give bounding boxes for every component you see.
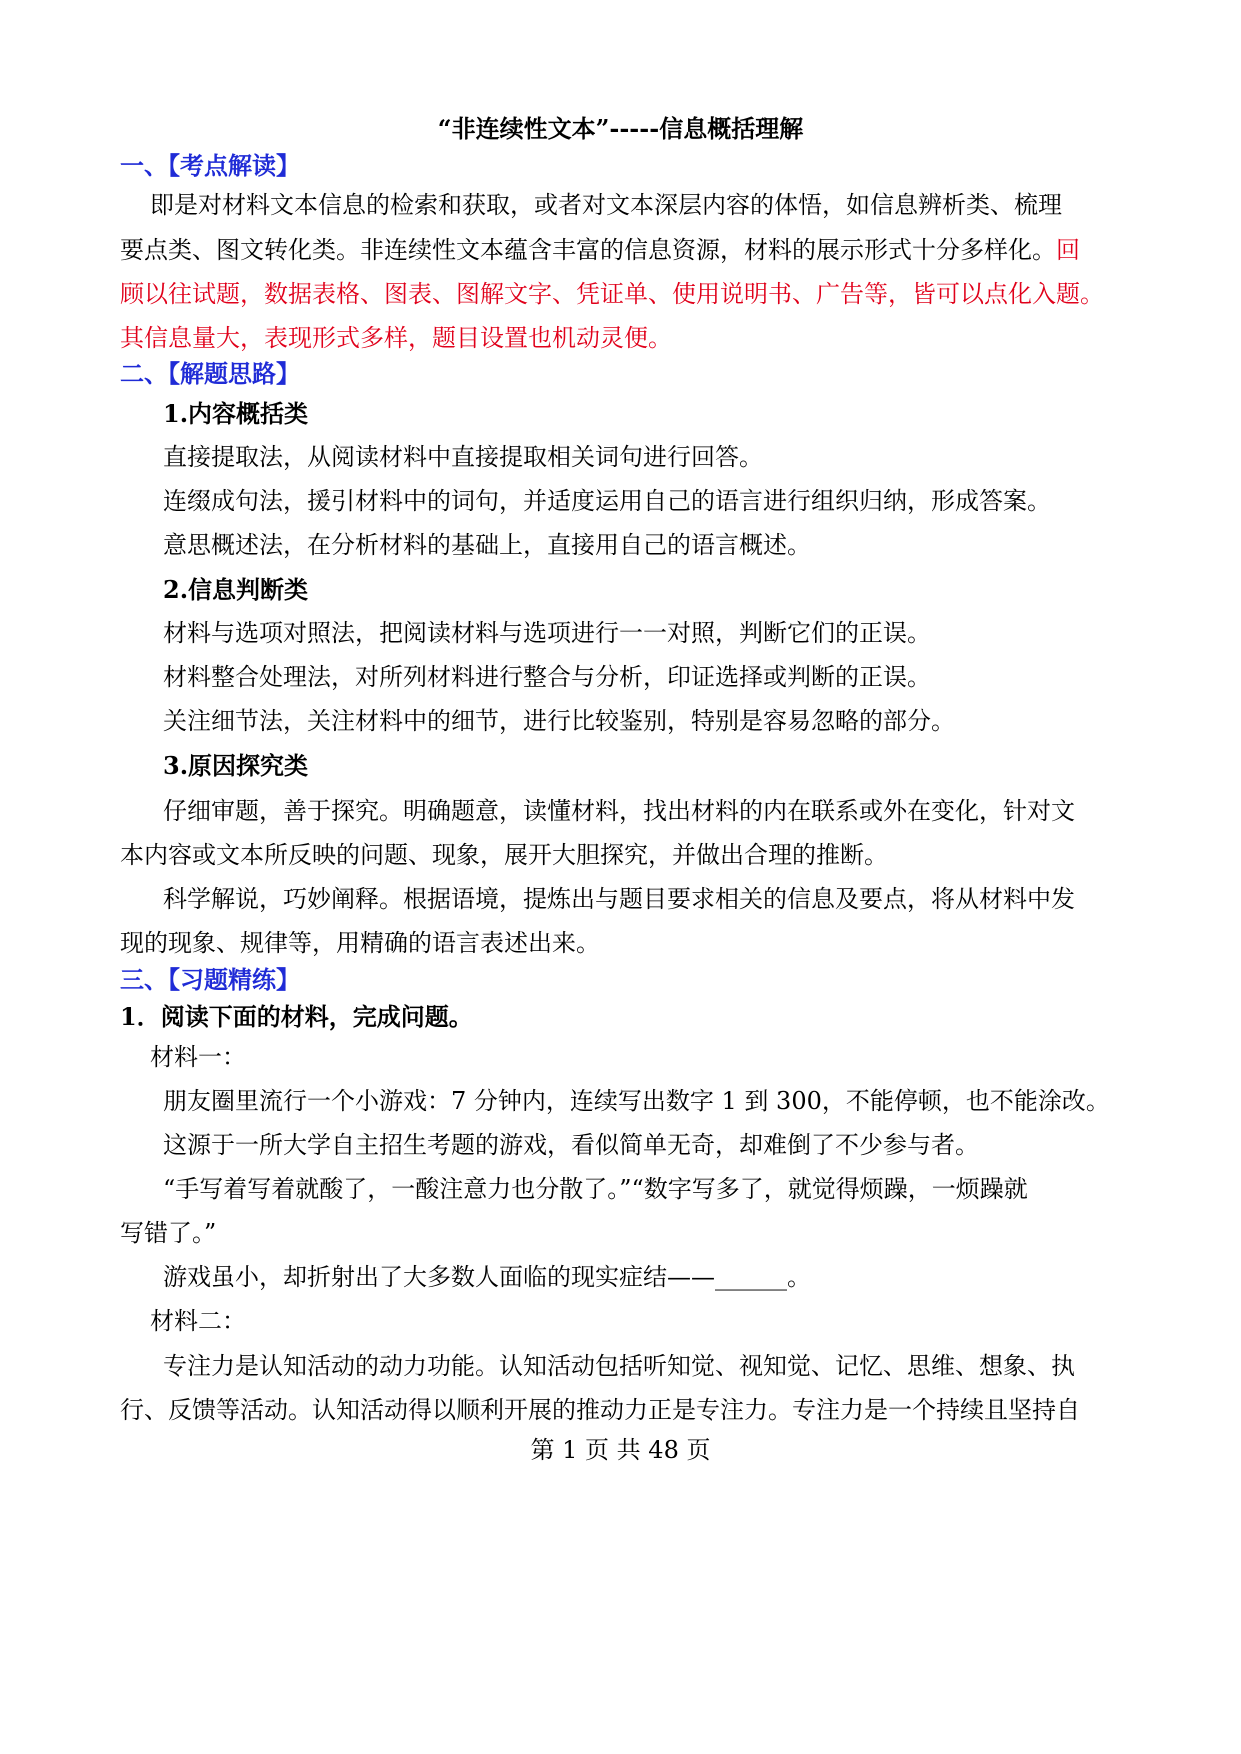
paragraph-line: 仔细审题，善于探究。明确题意，读懂材料，找出材料的内在联系或外在变化，针对文	[163, 797, 1075, 825]
highlight-line: 顾以往试题，数据表格、图表、图解文字、凭证单、使用说明书、广告等，皆可以点化入题。	[120, 280, 1104, 308]
paragraph-line: 朋友圈里流行一个小游戏：7 分钟内，连续写出数字 1 到 300，不能停顿，也不能涂改。	[163, 1087, 1110, 1115]
page-footer: 第 1 页 共 48 页	[530, 1436, 711, 1464]
subheading-cause-inquiry: 3.原因探究类	[163, 751, 309, 780]
highlight-line: 其信息量大，表现形式多样，题目设置也机动灵便。	[120, 324, 672, 352]
paragraph-line: 专注力是认知活动的动力功能。认知活动包括听知觉、视知觉、记忆、思维、想象、执	[163, 1352, 1075, 1380]
material-label: 材料一：	[150, 1043, 246, 1071]
section-heading-kaodian: 一、【考点解读】	[120, 151, 300, 180]
subheading-content-summary: 1.内容概括类	[163, 399, 309, 428]
paragraph-line: 连缀成句法，援引材料中的词句，并适度运用自己的语言进行组织归纳，形成答案。	[163, 487, 1051, 515]
material-label: 材料二：	[150, 1307, 246, 1335]
section-heading-xiti: 三、【习题精练】	[120, 965, 300, 994]
paragraph-line: 关注细节法，关注材料中的细节，进行比较鉴别，特别是容易忽略的部分。	[163, 707, 955, 735]
paragraph-text: 要点类、图文转化类。非连续性文本蕴含丰富的信息资源，材料的展示形式十分多样化。	[120, 236, 1056, 264]
question-1: 1．阅读下面的材料，完成问题。	[120, 1002, 473, 1031]
paragraph-line: 写错了。”	[120, 1219, 217, 1247]
paragraph-line: “手写着写着就酸了，一酸注意力也分散了。”“数字写多了，就觉得烦躁，一烦躁就	[163, 1175, 1028, 1203]
paragraph-line: 即是对材料文本信息的检索和获取，或者对文本深层内容的体悟，如信息辨析类、梳理	[150, 191, 1062, 219]
section-heading-jieti: 二、【解题思路】	[120, 359, 300, 388]
paragraph-line-with-blank: 游戏虽小，却折射出了大多数人面临的现实症结——______。	[163, 1263, 811, 1291]
paragraph-line: 科学解说，巧妙阐释。根据语境，提炼出与题目要求相关的信息及要点，将从材料中发	[163, 885, 1075, 913]
paragraph-line: 这源于一所大学自主招生考题的游戏，看似简单无奇，却难倒了不少参与者。	[163, 1131, 979, 1159]
subheading-info-judgment: 2.信息判断类	[163, 575, 309, 604]
paragraph-line: 直接提取法，从阅读材料中直接提取相关词句进行回答。	[163, 443, 763, 471]
paragraph-line: 材料整合处理法，对所列材料进行整合与分析，印证选择或判断的正误。	[163, 663, 931, 691]
paragraph-line	[120, 233, 1130, 267]
highlight-text: 回	[1056, 236, 1080, 264]
document-title: “非连续性文本”-----信息概括理解	[437, 114, 804, 143]
paragraph-line: 现的现象、规律等，用精确的语言表述出来。	[120, 929, 600, 957]
paragraph-line: 意思概述法，在分析材料的基础上，直接用自己的语言概述。	[163, 531, 811, 559]
paragraph-line: 行、反馈等活动。认知活动得以顺利开展的推动力正是专注力。专注力是一个持续且坚持自	[120, 1396, 1080, 1424]
paragraph-line: 材料与选项对照法，把阅读材料与选项进行一一对照，判断它们的正误。	[163, 619, 931, 647]
paragraph-line: 本内容或文本所反映的问题、现象，展开大胆探究，并做出合理的推断。	[120, 841, 888, 869]
